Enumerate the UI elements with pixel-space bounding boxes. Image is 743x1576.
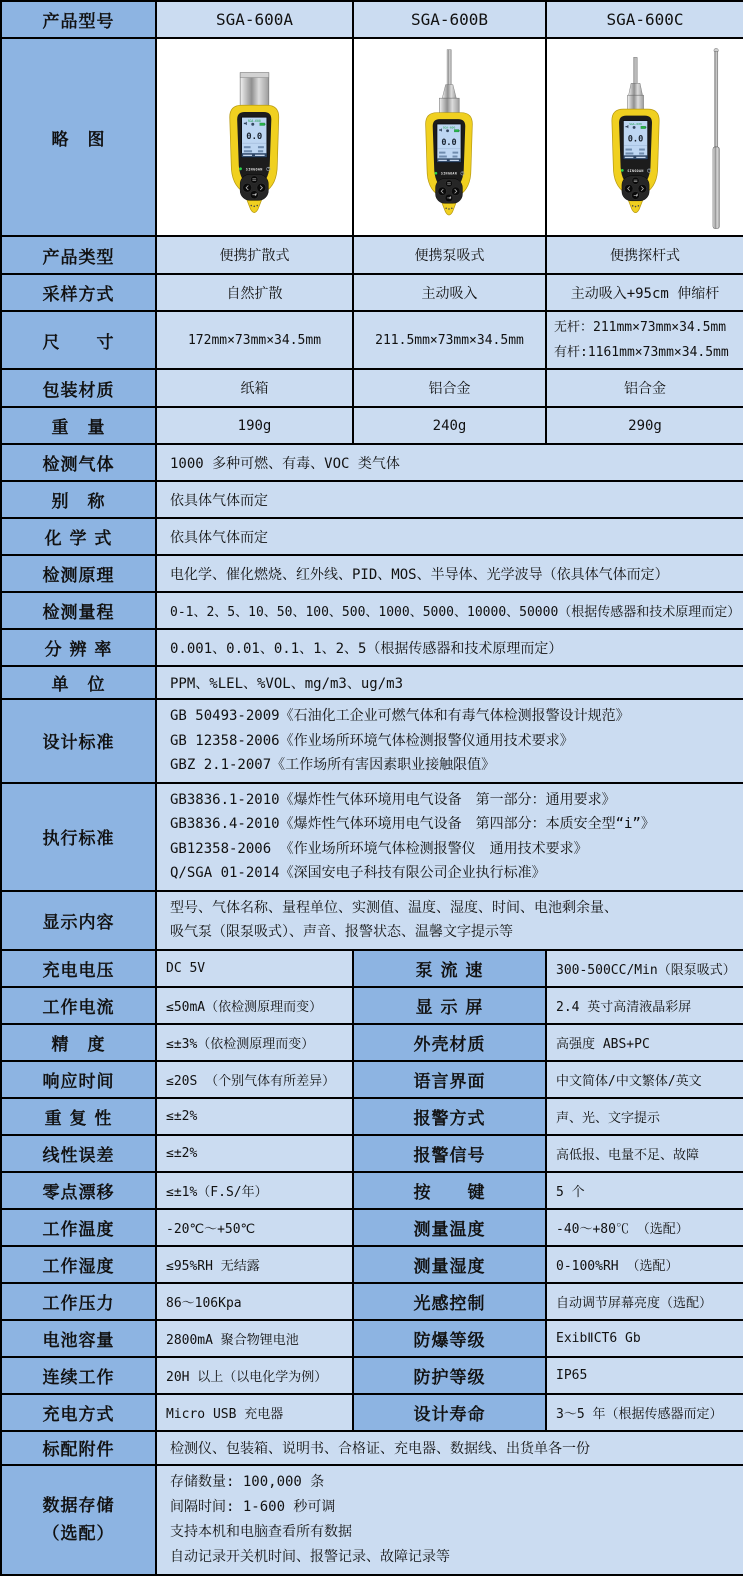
- value-cell: 声、光、文字提示: [546, 1098, 743, 1135]
- standard-line: GB3836.4-2010《爆炸性气体环境用电气设备 第四部分：本质安全型“i”》: [170, 816, 655, 832]
- row-label: 线性误差: [1, 1135, 156, 1172]
- value-cell: 主动吸入: [353, 274, 546, 311]
- device-photo-sga-600a: [156, 38, 353, 236]
- value-cell: ≤±2%: [156, 1098, 353, 1135]
- value-cell: 依具体气体而定: [156, 481, 743, 518]
- value-cell: 0-100%RH （选配）: [546, 1246, 743, 1283]
- value-cell: 便携扩散式: [156, 236, 353, 274]
- value-cell: -20℃～+50℃: [156, 1209, 353, 1246]
- device-illustration-diffusion: [157, 39, 352, 231]
- table-row: [1, 592, 743, 629]
- row-label: 零点漂移: [1, 1172, 156, 1209]
- pump-probe: [439, 50, 459, 120]
- value-cell: ≤±1%（F.S/年）: [156, 1172, 353, 1209]
- row-label: 包装材质: [1, 369, 156, 407]
- row-label: 标配附件: [1, 1431, 156, 1465]
- table-row: [1, 311, 743, 369]
- row-label: 精 度: [1, 1024, 156, 1061]
- row-label: 泵 流 速: [353, 950, 546, 987]
- table-row: [1, 950, 743, 987]
- table-row: [1, 987, 743, 1024]
- standard-line: GBZ 2.1-2007《工作场所有害因素职业接触限值》: [170, 757, 496, 773]
- table-row: [1, 1431, 743, 1465]
- row-label: 测量温度: [353, 1209, 546, 1246]
- model-name-b: SGA-600B: [353, 1, 546, 38]
- value-cell: 0.001、0.01、0.1、1、2、5（根据传感器和技术原理而定）: [156, 629, 743, 666]
- row-label: 工作压力: [1, 1283, 156, 1320]
- row-label: 按 键: [353, 1172, 546, 1209]
- value-cell: 2.4 英寸高清液晶彩屏: [546, 987, 743, 1024]
- row-label: 响应时间: [1, 1061, 156, 1098]
- row-label: 产品型号: [1, 1, 156, 38]
- table-row: [1, 891, 743, 950]
- value-cell: DC 5V: [156, 950, 353, 987]
- row-label: 产品类型: [1, 236, 156, 274]
- row-label: 工作湿度: [1, 1246, 156, 1283]
- table-row: [1, 1209, 743, 1246]
- value-cell: 300-500CC/Min（限泵吸式）: [546, 950, 743, 987]
- row-label: 充电电压: [1, 950, 156, 987]
- row-label: 外壳材质: [353, 1024, 546, 1061]
- row-label: 显示内容: [1, 891, 156, 950]
- table-row: [1, 274, 743, 311]
- row-label: 设计寿命: [353, 1394, 546, 1431]
- row-label: 设计标准: [1, 699, 156, 783]
- value-cell: 自然扩散: [156, 274, 353, 311]
- value-cell: Micro USB 充电器: [156, 1394, 353, 1431]
- value-cell: 5 个: [546, 1172, 743, 1209]
- row-label: 单 位: [1, 666, 156, 699]
- table-row: [1, 481, 743, 518]
- value-cell: IP65: [546, 1357, 743, 1394]
- display-content-line: 型号、气体名称、量程单位、实测值、温度、湿度、时间、电池剩余量、: [170, 899, 618, 916]
- table-row: [1, 1320, 743, 1357]
- standard-line: GB 12358-2006《作业场所环境气体检测报警仪通用技术要求》: [170, 732, 574, 749]
- table-row: [1, 1098, 743, 1135]
- table-row-model: [1, 1, 743, 38]
- value-cell: 铝合金: [546, 369, 743, 407]
- row-label: [1, 1465, 156, 1575]
- row-label: 检测原理: [1, 555, 156, 592]
- table-row: [1, 629, 743, 666]
- value-cell: PPM、%LEL、%VOL、mg/m3、ug/m3: [156, 666, 743, 699]
- value-cell: ≤20S （个别气体有所差异）: [156, 1061, 353, 1098]
- row-label-line: （选配）: [42, 1523, 115, 1544]
- table-row: [1, 699, 743, 783]
- row-label: 充电方式: [1, 1394, 156, 1431]
- storage-line: 支持本机和电脑查看所有数据: [170, 1523, 352, 1540]
- row-label: 语言界面: [353, 1061, 546, 1098]
- value-cell: 172mm×73mm×34.5mm: [156, 311, 353, 369]
- row-label: 电池容量: [1, 1320, 156, 1357]
- standard-line: Q/SGA 01-2014《深国安电子科技有限公司企业执行标准》: [170, 865, 546, 881]
- row-label: 略 图: [1, 38, 156, 236]
- dimension-line: 无杆：211mm×73mm×34.5mm: [554, 320, 727, 335]
- row-label: 显 示 屏: [353, 987, 546, 1024]
- model-name-c: SGA-600C: [546, 1, 743, 38]
- row-label: 工作温度: [1, 1209, 156, 1246]
- storage-line: 间隔时间: 1-600 秒可调: [170, 1498, 336, 1515]
- model-name-a: SGA-600A: [156, 1, 353, 38]
- value-cell: 高强度 ABS+PC: [546, 1024, 743, 1061]
- value-cell: 高低报、电量不足、故障: [546, 1135, 743, 1172]
- value-cell: 86～106Kpa: [156, 1283, 353, 1320]
- table-row-sketch: [1, 38, 743, 236]
- table-row: [1, 1172, 743, 1209]
- row-label: 防爆等级: [353, 1320, 546, 1357]
- value-cell: 3～5 年（根据传感器而定）: [546, 1394, 743, 1431]
- value-cell: ≤±3%（依检测原理而变）: [156, 1024, 353, 1061]
- value-cell: ExibⅡCT6 Gb: [546, 1320, 743, 1357]
- row-label: 重 量: [1, 407, 156, 444]
- value-cell: 自动调节屏幕亮度（选配）: [546, 1283, 743, 1320]
- row-label: 重 复 性: [1, 1098, 156, 1135]
- storage-line: 存储数量: 100,000 条: [170, 1473, 325, 1490]
- value-cell: 便携泵吸式: [353, 236, 546, 274]
- device-illustration-pump: [354, 39, 545, 231]
- value-cell: 20H 以上（以电化学为例）: [156, 1357, 353, 1394]
- table-row: [1, 1283, 743, 1320]
- value-cell: 190g: [156, 407, 353, 444]
- row-label: 报警信号: [353, 1135, 546, 1172]
- table-row: [1, 1357, 743, 1394]
- table-row: [1, 369, 743, 407]
- telescopic-rod: [713, 48, 719, 228]
- row-label: 检测量程: [1, 592, 156, 629]
- value-cell: 电化学、催化燃烧、红外线、PID、MOS、半导体、光学波导（依具体气体而定）: [156, 555, 743, 592]
- table-row: [1, 1061, 743, 1098]
- table-row: [1, 783, 743, 891]
- standard-line: GB12358-2006 《作业场所环境气体检测报警仪 通用技术要求》: [170, 840, 588, 857]
- value-cell: 检测仪、包装箱、说明书、合格证、充电器、数据线、出货单各一份: [156, 1431, 743, 1465]
- table-row: [1, 1024, 743, 1061]
- row-label: 执行标准: [1, 783, 156, 891]
- value-cell: 便携探杆式: [546, 236, 743, 274]
- device-photo-sga-600c: [546, 38, 743, 236]
- table-row: [1, 236, 743, 274]
- value-cell: 2800mA 聚合物锂电池: [156, 1320, 353, 1357]
- row-label: 工作电流: [1, 987, 156, 1024]
- table-row: [1, 555, 743, 592]
- table-row: [1, 407, 743, 444]
- value-cell: [156, 699, 743, 783]
- value-cell: 纸箱: [156, 369, 353, 407]
- value-cell: 铝合金: [353, 369, 546, 407]
- table-row: [1, 1246, 743, 1283]
- row-label: 测量湿度: [353, 1246, 546, 1283]
- value-cell: 主动吸入+95cm 伸缩杆: [546, 274, 743, 311]
- row-label: 防护等级: [353, 1357, 546, 1394]
- value-cell: ≤±2%: [156, 1135, 353, 1172]
- row-label: 连续工作: [1, 1357, 156, 1394]
- table-row: [1, 1394, 743, 1431]
- table-row: [1, 518, 743, 555]
- value-cell: [156, 783, 743, 891]
- pump-probe: [628, 57, 644, 115]
- value-cell: [156, 891, 743, 950]
- row-label: 别 称: [1, 481, 156, 518]
- table-row: [1, 1135, 743, 1172]
- table-row: [1, 444, 743, 481]
- device-illustration-probe-rod: [547, 39, 743, 231]
- row-label: 光感控制: [353, 1283, 546, 1320]
- row-label: 报警方式: [353, 1098, 546, 1135]
- device-photo-sga-600b: [353, 38, 546, 236]
- value-cell: 290g: [546, 407, 743, 444]
- row-label: 检测气体: [1, 444, 156, 481]
- value-cell: [156, 1465, 743, 1575]
- row-label: 化 学 式: [1, 518, 156, 555]
- value-cell: 中文简体/中文繁体/英文: [546, 1061, 743, 1098]
- value-cell: 依具体气体而定: [156, 518, 743, 555]
- value-cell: ≤95%RH 无结露: [156, 1246, 353, 1283]
- value-cell: 1000 多种可燃、有毒、VOC 类气体: [156, 444, 743, 481]
- value-cell: [546, 311, 743, 369]
- dimension-line: 有杆:1161mm×73mm×34.5mm: [554, 345, 729, 360]
- table-row: [1, 1465, 743, 1575]
- display-content-line: 吸气泵（限泵吸式）、声音、报警状态、温馨文字提示等: [170, 924, 513, 940]
- value-cell: ≤50mA（依检测原理而变）: [156, 987, 353, 1024]
- sensor-cap: [240, 73, 269, 108]
- standard-line: GB3836.1-2010《爆炸性气体环境用电气设备 第一部分：通用要求》: [170, 791, 616, 808]
- value-cell: 211.5mm×73mm×34.5mm: [353, 311, 546, 369]
- row-label: 分 辨 率: [1, 629, 156, 666]
- row-label-line: 数据存储: [42, 1495, 115, 1516]
- value-cell: 240g: [353, 407, 546, 444]
- row-label: 尺 寸: [1, 311, 156, 369]
- value-cell: -40～+80℃ （选配）: [546, 1209, 743, 1246]
- row-label: 采样方式: [1, 274, 156, 311]
- storage-line: 自动记录开关机时间、报警记录、故障记录等: [170, 1548, 450, 1565]
- value-cell: 0-1、2、5、10、50、100、500、1000、5000、10000、50000（根据传感器和技术原理而定）: [156, 592, 743, 629]
- table-row: [1, 666, 743, 699]
- standard-line: GB 50493-2009《石油化工企业可燃气体和有毒气体检测报警设计规范》: [170, 708, 630, 724]
